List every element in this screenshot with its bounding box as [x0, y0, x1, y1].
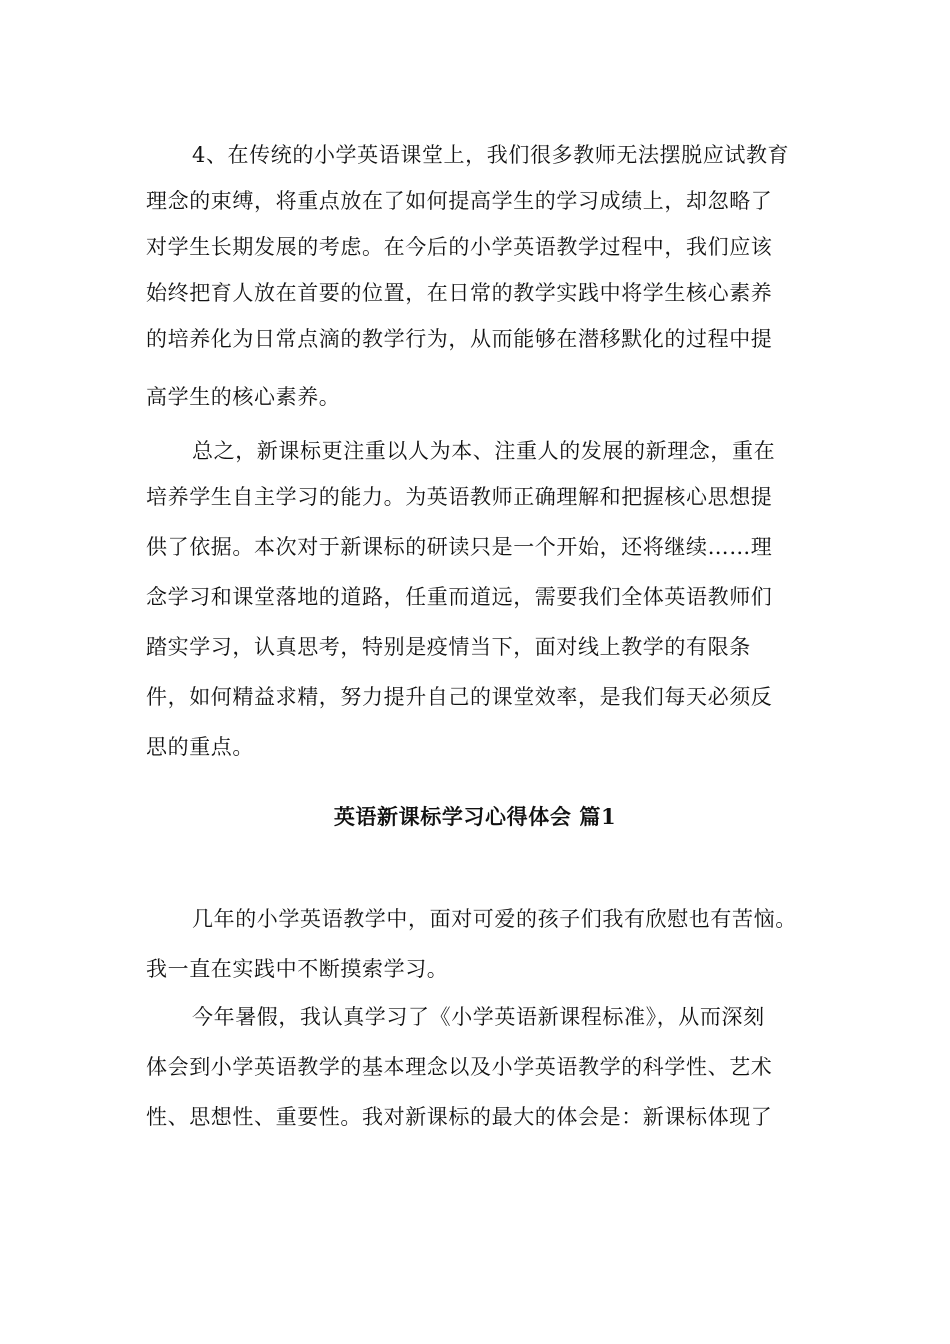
- paragraph-1-line-2: 理念的束缚，将重点放在了如何提高学生的学习成绩上，却忽略了: [146, 189, 773, 213]
- paragraph-3-line-1: 几年的小学英语教学中，面对可爱的孩子们我有欣慰也有苦恼。: [192, 907, 797, 931]
- paragraph-4-line-1: 今年暑假，我认真学习了《小学英语新课程标准》，从而深刻: [192, 1005, 765, 1029]
- paragraph-1-line-1: 4、在传统的小学英语课堂上，我们很多教师无法摆脱应试教育: [192, 143, 790, 167]
- paragraph-1-line-6: 高学生的核心素养。: [146, 385, 341, 409]
- paragraph-2-line-4: 念学习和课堂落地的道路，任重而道远，需要我们全体英语教师们: [146, 585, 773, 609]
- paragraph-2-line-2: 培养学生自主学习的能力。为英语教师正确理解和把握核心思想提: [146, 485, 773, 509]
- paragraph-2-line-5: 踏实学习，认真思考，特别是疫情当下，面对线上教学的有限条: [146, 635, 751, 659]
- paragraph-1-line-4: 始终把育人放在首要的位置，在日常的教学实践中将学生核心素养: [146, 281, 773, 305]
- paragraph-4-line-2: 体会到小学英语教学的基本理念以及小学英语教学的科学性、艺术: [146, 1055, 773, 1079]
- paragraph-1-line-3: 对学生长期发展的考虑。在今后的小学英语教学过程中，我们应该: [146, 235, 773, 259]
- section-heading: 英语新课标学习心得体会 篇1: [333, 804, 617, 829]
- paragraph-2-line-7: 思的重点。: [146, 735, 254, 759]
- paragraph-2-line-6: 件，如何精益求精，努力提升自己的课堂效率，是我们每天必须反: [146, 685, 773, 709]
- paragraph-4-line-3: 性、思想性、重要性。我对新课标的最大的体会是：新课标体现了: [146, 1105, 773, 1129]
- paragraph-3-line-2: 我一直在实践中不断摸索学习。: [146, 957, 449, 981]
- paragraph-1-line-5: 的培养化为日常点滴的教学行为，从而能够在潜移默化的过程中提: [146, 327, 773, 351]
- paragraph-2-line-3: 供了依据。本次对于新课标的研读只是一个开始，还将继续……理: [146, 535, 773, 559]
- paragraph-2-line-1: 总之，新课标更注重以人为本、注重人的发展的新理念，重在: [192, 439, 776, 463]
